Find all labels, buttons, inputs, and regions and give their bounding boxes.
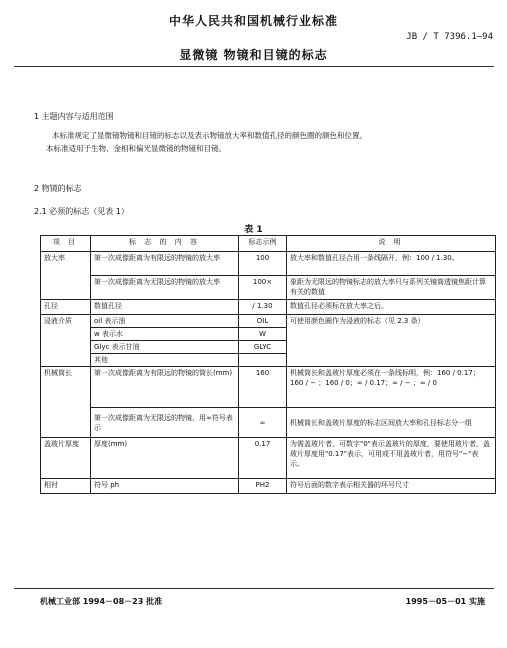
cell-content: 第一次成像距离为有限远的物镜的筒长(mm) [91,367,239,408]
section-1-para-1: 本标准规定了显微镜物镜和目镜的标志以及表示物镜放大率和数值孔径的颜色圈的颜色和位置。 [52,131,367,140]
table-row [41,479,496,494]
cell-content: w 表示水 [91,328,239,341]
cell-content: 第一次成像距离为有限远的物镜的放大率 [91,252,239,276]
cell-note: 机械筒长和盖玻片厚度必须在一条线标明，例：160 / 0.17；160 / − ；160 / 0；∞ / 0.17；∞ / − ；∞ / 0 [287,367,496,408]
standard-number: JB / T 7396.1—94 [406,32,493,42]
approval-date: 机械工业部 1994－08－23 批准 [40,597,163,606]
cell-content: 第一次成像距离为无限远的物镜，用∞符号表示 [91,408,239,438]
section-2-heading: 2 物镜的标志 [34,184,82,193]
cell-note: 放大率和数值孔径合用一条线隔开，例：100 / 1.30。 [287,252,496,276]
marking-table [40,235,496,494]
row-label-tube-length: 机械筒长 [41,367,91,438]
cell-example: / 1.30 [239,300,287,315]
cell-note: 数值孔径必须标在放大率之后。 [287,300,496,315]
cell-example [239,354,287,367]
cell-note: 符号后面的数字表示相关器的环号尺寸 [287,479,496,494]
section-1-para-2: 本标准适用于生物、金相和偏光显微镜的物镜和目镜。 [46,144,226,153]
cell-example: ∞ [239,408,287,438]
cell-note: 机械筒长和盖玻片厚度的标志区间放大率和孔径标志分一组 [287,408,496,438]
section-2-1-heading: 2.1 必须的标志（见表 1） [34,207,129,216]
row-label-immersion: 浸液介质 [41,315,91,367]
row-label-phase: 相衬 [41,479,91,494]
cell-example: OIL [239,315,287,328]
table-title: 表 1 [244,225,263,235]
cell-content: Glyc 表示甘油 [91,341,239,354]
cell-example: 100 [239,252,287,276]
cell-note: 象距为无限远的物镜标志的放大率只与系列关镜筒透镜焦距计算有关的数值 [287,276,496,300]
section-1-heading: 1 主题内容与适用范围 [34,112,114,121]
table-header-row [41,236,496,252]
table-row [41,438,496,479]
table-row [41,367,496,408]
table-row [41,276,496,300]
document-title: 显微镜 物镜和目镜的标志 [179,48,328,62]
cell-content: 符号 ph [91,479,239,494]
cell-example: 100× [239,276,287,300]
cell-content: 其他 [91,354,239,367]
issuing-org: 中华人民共和国机械行业标准 [168,14,338,28]
table-row [41,252,496,276]
header-item: 项 目 [41,236,91,252]
cell-content: oil 表示油 [91,315,239,328]
cell-example: 0.17 [239,438,287,479]
header-rule [14,66,494,67]
cell-note: 为需盖玻片者，可数字"0"表示盖玻片的厚度，要使用玻片者，盖玻片厚度用"0.17"表示，可用或不用盖玻片者，用符号"−"表示。 [287,438,496,479]
cell-content: 数值孔径 [91,300,239,315]
cell-content: 第一次成像距离为无限远的物镜的放大率 [91,276,239,300]
cell-content: 厚度(mm) [91,438,239,479]
cell-note: 可使用颜色圈作为浸液的标志（见 2.3 条） [287,315,496,367]
cell-example: W [239,328,287,341]
header-example: 标志示例 [239,236,287,252]
effective-date: 1995－05－01 实施 [405,597,485,606]
table-row [41,315,496,328]
table-row [41,408,496,438]
row-label-magnification: 放大率 [41,252,91,300]
footer-rule [14,588,494,589]
row-label-aperture: 孔径 [41,300,91,315]
cell-example: 160 [239,367,287,408]
row-label-cover-glass: 盖玻片厚度 [41,438,91,479]
header-content: 标 志 的 内 容 [91,236,239,252]
header-notes: 说 明 [287,236,496,252]
cell-example: GLYC [239,341,287,354]
cell-example: PH2 [239,479,287,494]
table-row [41,300,496,315]
